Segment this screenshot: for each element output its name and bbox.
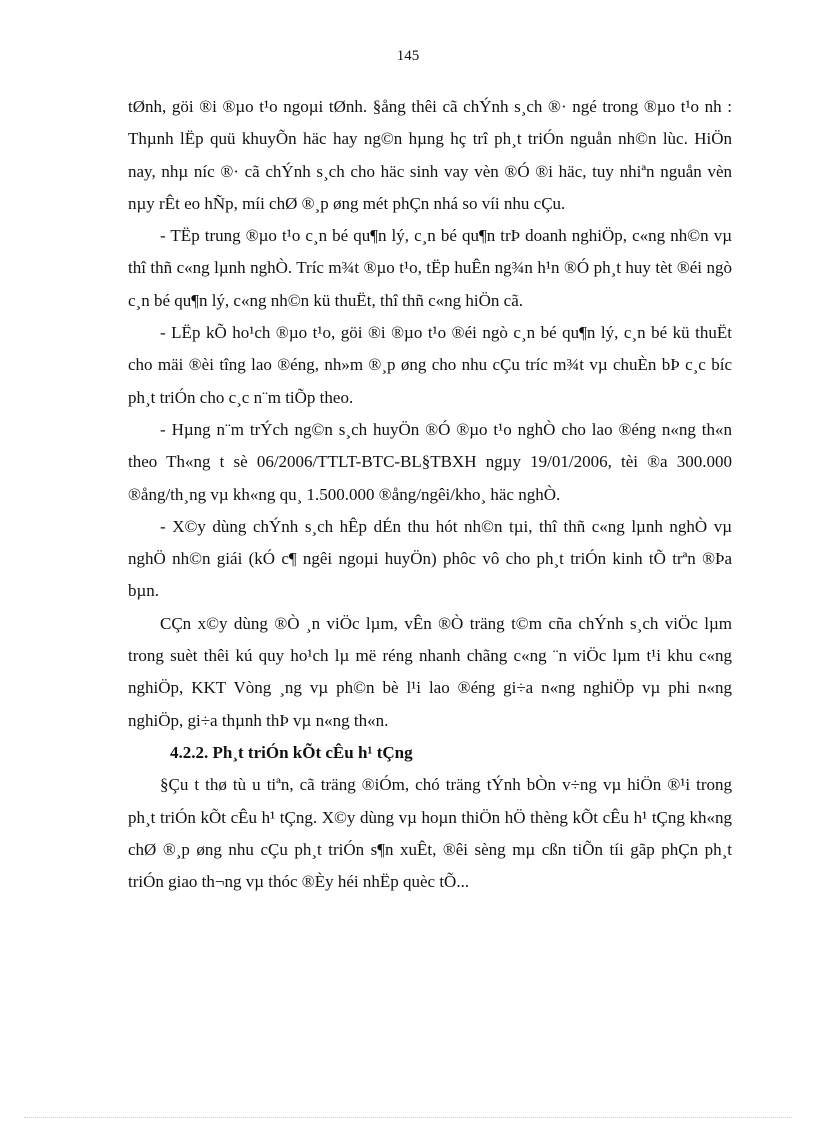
paragraph-management-training: - TËp trung ®µo t¹o c¸n bé qu¶n lý, c¸n bé qu¶n trÞ doanh nghiÖp, c«ng nh©n vµ thî thñ c«ng lµnh nghÒ. Tríc m¾t ®µo t¹o, tËp huÊn ng¾n h¹n ®Ó ph¸t huy tèt ®éi ngò c¸n bé qu¶n lý, c«ng nh©n kü thuËt, thî thñ c«ng hiÖn cã. xyxy=(128,226,732,310)
paragraph-infrastructure: §Çu t thø tù u tiªn, cã träng ®iÓm, chó träng tÝnh bÒn v÷ng vµ hiÖn ®¹i trong ph¸t triÓn kÕt cÊu h¹ tÇng. X©y dùng vµ hoµn thiÖn hÖ thèng kÕt cÊu h¹ tÇng kh«ng chØ ®¸p øng nhu cÇu ph¸t triÓn s¶n xuÊt, ®êi sèng mµ cßn tiÕn tíi gãp phÇn ph¸t triÓn giao th¬ng vµ thóc ®Èy héi nhËp quèc tÕ... xyxy=(128,775,732,892)
paragraph-talent-policy: - X©y dùng chÝnh s¸ch hÊp dÉn thu hót nh©n tµi, thî thñ c«ng lµnh nghÒ vµ nghÖ nh©n giái (kÓ c¶ ngêi ngoµi huyÖn) phôc vô cho ph¸t triÓn kinh tÕ trªn ®Þa bµn. xyxy=(128,516,732,601)
bottom-divider xyxy=(24,1117,792,1118)
document-body xyxy=(128,91,732,898)
paragraph-employment-project: CÇn x©y dùng ®Ò ¸n viÖc lµm, vÊn ®Ò träng t©m cña chÝnh s¸ch viÖc lµm trong suèt thêi kú quy ho¹ch lµ më réng nhanh chãng c«ng ¨n viÖc lµm t¹i khu c«ng nghiÖp, KKT Vòng ¸ng vµ ph©n bè l¹i lao ®éng gi÷a n«ng nghiÖp vµ phi n«ng nghiÖp, gi÷a thµnh thÞ vµ n«ng th«n. xyxy=(128,613,732,730)
paragraph-training-funds: tØnh, göi ®i ®µo t¹o ngoµi tØnh. §ång thêi cã chÝnh s¸ch ®· ngé trong ®µo t¹o nh : Thµnh lËp quü khuyÕn häc hay ng©n hµng hç trî ph¸t triÓn nguån nh©n lùc. HiÖn nay, nhµ níc ®· cã chÝnh s¸ch cho häc sinh vay vèn ®Ó ®i häc, tuy nhiªn nguån vèn nµy rÊt eo hÑp, míi chØ ®¸p øng mét phÇn nhá so víi nhu cÇu. xyxy=(128,97,732,213)
paragraph-training-plan: - LËp kÕ ho¹ch ®µo t¹o, göi ®i ®µo t¹o ®éi ngò c¸n bé qu¶n lý, c¸n bé kü thuËt cho mäi ®èi tîng lao ®éng, nh»m ®¸p øng cho nhu cÇu tríc m¾t vµ chuÈn bÞ c¸c bíc ph¸t triÓn cho c¸c n¨m tiÕp theo. xyxy=(128,323,732,407)
paragraph-vocational-budget: - Hµng n¨m trÝch ng©n s¸ch huyÖn ®Ó ®µo t¹o nghÒ cho lao ®éng n«ng th«n theo Th«ng t sè 06/2006/TTLT-BTC-BL§TBXH ngµy 19/01/2006, tèi ®a 300.000 ®ång/th¸ng vµ kh«ng qu¸ 1.500.000 ®ång/ngêi/kho¸ häc nghÒ. xyxy=(128,419,732,504)
page-number: 145 xyxy=(396,48,420,64)
section-heading: 4.2.2. Ph¸t triÓn kÕt cÊu h¹ tÇng xyxy=(170,742,413,762)
